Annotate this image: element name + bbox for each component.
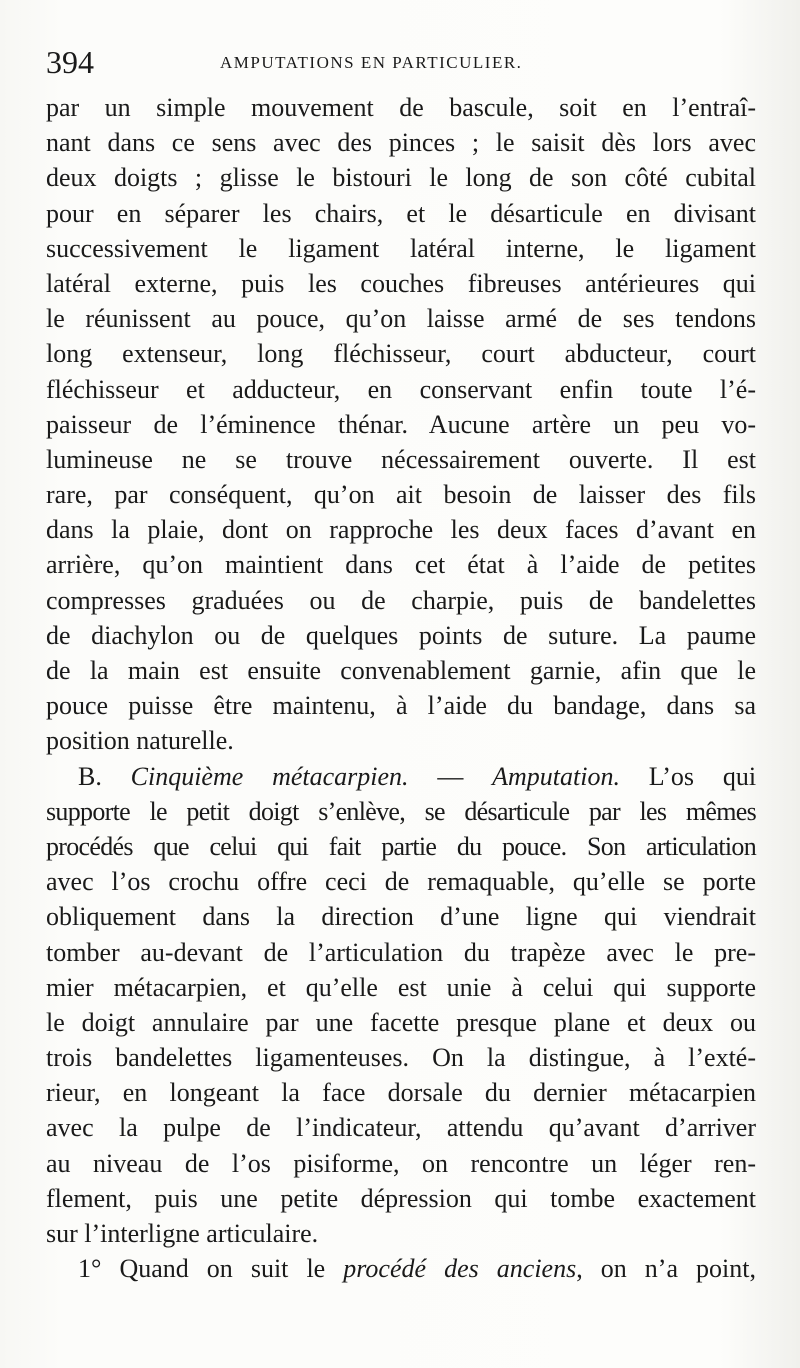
text-line: supporte le petit doigt s’enlève, se désarticule par les mêmes <box>46 796 756 826</box>
section-subtitle: Amputation. <box>492 761 620 791</box>
text-line: position naturelle. <box>46 726 234 756</box>
text-line: de la main est ensuite convenablement garnie, afin que le <box>46 656 756 685</box>
text-line: procédés que celui qui fait partie du pouce. Son articulation <box>46 831 756 861</box>
text-line: trois bandelettes ligamenteuses. On la distingue, à l’exté- <box>46 1043 756 1073</box>
text-line: lumineuse ne se trouve nécessairement ouverte. Il est <box>46 444 756 474</box>
text-line: rieur, en longeant la face dorsale du dernier métacarpien <box>46 1078 756 1108</box>
text-line: avec la pulpe de l’indicateur, attendu qu’avant d’arriver <box>46 1113 756 1143</box>
body-text <box>46 90 756 1286</box>
text-line: avec l’os crochu offre ceci de remaquable, qu’elle se porte <box>46 867 756 897</box>
numbered-marker: 1° Quand on suit le <box>78 1254 326 1284</box>
numbered-italic: procédé des anciens <box>343 1254 577 1284</box>
section-first-line-rest: L’os qui <box>648 761 757 791</box>
text-line: de diachylon ou de quelques points de suture. La paume <box>46 620 756 650</box>
text-line: le doigt annulaire par une facette presque plane et deux ou <box>46 1007 756 1037</box>
text-line: successivement le ligament latéral interne, le ligament <box>46 233 756 263</box>
running-head: AMPUTATIONS EN PARTICULIER. <box>220 53 523 72</box>
section-marker: B. <box>78 761 102 791</box>
numbered-line <box>46 1251 756 1286</box>
section-heading-line <box>46 759 756 794</box>
page-header <box>46 40 766 84</box>
text-line: par un simple mouvement de bascule, soit en l’entraî- <box>46 93 756 122</box>
text-line: sur l’interligne articulaire. <box>46 1219 319 1248</box>
text-line: compresses graduées ou de charpie, puis de bandelettes <box>46 585 756 615</box>
text-line: latéral externe, puis les couches fibreuses antérieures qui <box>46 268 756 298</box>
text-line: mier métacarpien, et qu’elle est unie à celui qui supporte <box>46 972 756 1002</box>
text-line: pour en séparer les chairs, et le désarticule en divisant <box>46 198 756 228</box>
text-line: tomber au-devant de l’articulation du trapèze avec le pre- <box>46 937 756 967</box>
text-line: arrière, qu’on maintient dans cet état à l’aide de petites <box>46 550 756 580</box>
text-line: fléchisseur et adducteur, en conservant enfin toute l’é- <box>46 374 756 404</box>
text-line: long extenseur, long fléchisseur, court abducteur, court <box>46 339 756 369</box>
text-line: au niveau de l’os pisiforme, on rencontre un léger ren- <box>46 1148 756 1178</box>
section-title: Cinquième métacarpien. <box>130 761 409 791</box>
text-line: deux doigts ; glisse le bistouri le long de son côté cubital <box>46 163 756 193</box>
section-dash: — <box>437 761 464 791</box>
text-line: dans la plaie, dont on rapproche les deux faces d’avant en <box>46 515 756 545</box>
text-line: nant dans ce sens avec des pinces ; le saisit dès lors avec <box>46 128 756 158</box>
numbered-rest: , on n’a point, <box>576 1254 756 1284</box>
text-line: paisseur de l’éminence thénar. Aucune artère un peu vo- <box>46 409 756 439</box>
text-line: flement, puis une petite dépression qui tombe exactement <box>46 1183 756 1213</box>
text-line: rare, par conséquent, qu’on ait besoin de laisser des fils <box>46 480 756 510</box>
text-line: le réunissent au pouce, qu’on laisse armé de ses tendons <box>46 304 756 334</box>
page-number: 394 <box>46 44 94 80</box>
text-line: pouce puisse être maintenu, à l’aide du bandage, dans sa <box>46 691 756 721</box>
text-line: obliquement dans la direction d’une ligne qui viendrait <box>46 902 756 932</box>
